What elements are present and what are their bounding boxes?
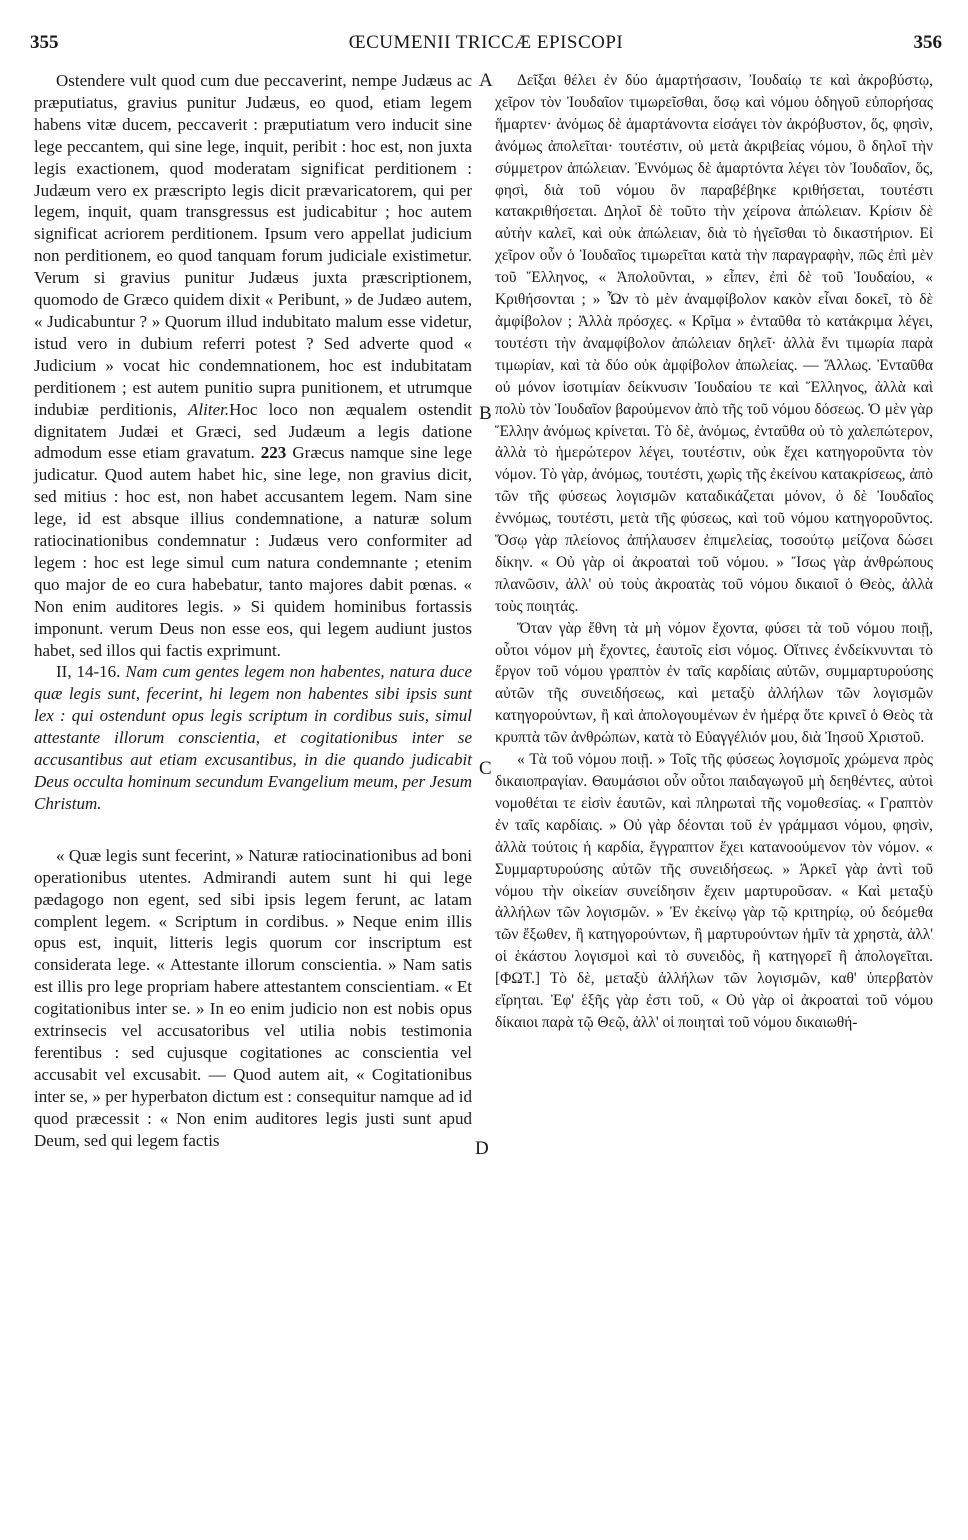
page-header <box>30 32 942 58</box>
left-page-number: 355 <box>30 32 59 53</box>
verse-reference: II, 14-16. <box>56 662 121 682</box>
greek-paragraph-3: « Τὰ τοῦ νόμου ποιῇ. » Τοῖς τῆς φύσεως λογισμοῖς χρώμενα πρὸς δικαιοπραγίαν. Θαυμάσιοι οὖν οὗτοι παιδαγωγοῦ μὴ δεηθέντες, αὐτοὶ νομοθέται τε εἰσὶν ἑαυτῶν, καὶ πληρωταὶ τῆς νομοθεσίας. « Γραπτὸν ἐν ταῖς καρδίαις. » Οὐ γὰρ δέονται τοῦ ἐν γράμμασι νόμου, φησὶν, ἀλλὰ τούτοις ἡ καρδία, ἔγγραπτον ἔχει κατανοούμενον τὸν νόμον. « Συμμαρτυρούσης αὐτῶν τῆς συνειδήσεως. » Ἀρκεῖ γὰρ ἀντὶ τοῦ νόμου τὴν οἰκείαν συνείδησιν ἔχειν μαρτυροῦσαν. « Καὶ μεταξὺ ἀλλήλων τῶν λογισμῶν. » Ἐν ἐκείνῳ γὰρ τῷ κριτηρίῳ, οὐ δεόμεθα τῶν ἔξωθεν, ἢ κατηγορούντων, ἢ μαρτυρούντων ἡμῖν τὰ χρηστὰ, ἀλλ' οἱ ἑκάστου λογισμοὶ καὶ τὸ συνειδὸς, ἢ κατηγορεῖ ἢ ἀπολογεῖται. [ΦΩΤ.] Τὸ δὲ, μεταξὺ ἀλλήλων τῶν λογισμῶν, καθ' ὑπερβατὸν εἴρηται. Ἐφ' ἑξῆς γὰρ ἐστι τοῦ, « Οὐ γὰρ οἱ ἀκροαταὶ τοῦ νόμου δίκαιοι παρὰ τῷ Θεῷ, ἀλλ' οἱ ποιηταὶ τοῦ νόμου δικαιωθή- <box>495 751 933 1031</box>
greek-verse-paragraph: Ὅταν γὰρ ἔθνη τὰ μὴ νόμον ἔχοντα, φύσει τὰ τοῦ νόμου ποιῇ, οὗτοι νόμον μὴ ἔχοντες, ἑαυτοῖς εἰσι νόμος. Οἵτινες ἐνδείκνυνται τὸ ἔργον τοῦ νόμου γραπτὸν ἐν ταῖς καρδίαις αὐτῶν, συμμαρτυρούσης αὐτῶν τῆς συνειδήσεως, καὶ μεταξὺ ἀλλήλων τῶν λογισμῶν κατηγορούντων, ἢ καὶ ἀπολογουμένων ἐν ἡμέρᾳ ὅτε κρινεῖ ὁ Θεὸς τὰ κρυπτὰ τῶν ἀνθρώπων, κατὰ τὸ Εὐαγγέλιόν μου, διὰ Ἰησοῦ Χριστοῦ. <box>495 619 933 747</box>
margin-letter-c: C <box>479 758 492 779</box>
aliter-label: Aliter. <box>188 399 230 419</box>
latin-column <box>34 70 472 1152</box>
latin-paragraph-3: « Quæ legis sunt fecerint, » Naturæ ratiocinationibus ad boni operationibus utentes. Admirandi autem sunt hi qui lege pædagogo non egent, sed sibi ipsis legem ferunt, ac latam complent legem. « Scriptum in cordibus. » Neque enim illis opus est, inquit, litteris legis quorum cor inscriptum est considerata lege. « Attestante illorum conscientia. » Nam satis est illis pro lege propriam habere attestantem conscientiam. « Et cogitationibus inter se. » In eo enim judicio non est nobis opus extrinsecis vel accusatoribus vel utilia nobis testimonia ferentibus : sed cujusque cogitationes ac conscientia vel accusabit vel excusabit. — Quod autem ait, « Cogitationibus inter se, » per hyperbaton dictum est : consequitur namque ad id quod præcessit : « Non enim auditores legis justi sunt apud Deum, sed qui legem factis <box>34 845 472 1150</box>
greek-column <box>495 70 933 1034</box>
right-page-number: 356 <box>913 32 942 53</box>
margin-letter-d: D <box>475 1138 489 1159</box>
greek-paragraph-1: Δεῖξαι θέλει ἐν δύο ἁμαρτήσασιν, Ἰουδαίῳ τε καὶ ἀκροβύστῳ, χεῖρον τὸν Ἰουδαῖον τιμωρεῖσθαι, ὅσῳ καὶ νόμου ὁδηγοῦ εὐπορήσας ἥμαρτεν· ἀνόμως δὲ ἁμαρτάνοντα εἰσάγει τὸν ἀκρόβυστον, ὅς, φησὶν, ἀνόμως ἀπολεῖται· τουτέστιν, οὐ μετὰ ἀκριβείας νόμου, ὃ δηλοῖ τὴν σύμμετρον ἀπώλειαν. Ἐννόμως δὲ ἁμαρτόντα λέγει τὸν Ἰουδαῖον, ὅς, φησὶ, διὰ τοῦ νόμου ὃν παραβέβηκε κριθήσεται, τουτέστι κατακριθήσεται. Δηλοῖ δὲ τοῦτο τὴν χείρονα ἀπώλειαν. Κρίσιν δὲ αὐτὴν καλεῖ, καὶ οὐκ ἀπώλειαν, διὰ τὸ ἡγεῖσθαι τὸ δικαστήριον. Εἰ χεῖρον οὖν ὁ Ἰουδαῖος τιμωρεῖται κατὰ τὴν παραγραφὴν, πῶς ἐπὶ μὲν τοῦ Ἕλληνος, « Ἀπολοῦνται, » εἶπεν, ἐπὶ δὲ τοῦ Ἰουδαίου, « Κριθήσονται ; » Ὧν τὸ μὲν ἀναμφίβολον κακὸν εἶναι δοκεῖ, τὸ δὲ ἀμφίβολον ; Ἀλλὰ πρόσχες. « Κρῖμα » ἐνταῦθα τὸ κατάκριμα λέγει, τουτέστι τὴν ἀναμφίβολον ἀπώλειαν δηλεῖ· ἀλλὰ ἔνι τιμωρία παρὰ τιμωρίαν, καὶ τὰ δύο οὐκ ἀμφίβολον ἀπωλείας. — Ἄλλως. Ἐνταῦθα οὐ μόνον ἰσοτιμίαν δείκνυσιν Ἰουδαίου τε καὶ Ἕλληνος, ἀλλὰ καὶ πολὺ τὸν Ἰουδαῖον βαρούμενον ἀπὸ τῆς τοῦ νόμου δόσεως. Ὁ μὲν γὰρ Ἕλλην ἀνόμως κρίνεται. Τὸ δὲ, ἀνόμως, ἐνταῦθα οὐ τὸ χαλεπώτερον, ἀλλὰ τὸ ἡμερώτερον λέγει, τουτέστιν, οὐκ ἔχει κατηγοροῦντα τὸν νόμον. Τὸ γὰρ, ἀνόμως, τουτέστι, χωρὶς τῆς ἐκείνου κατακρίσεως, ἀπὸ τῶν τῆς φύσεως λογισμῶν καταδικάζεται μόνον, ὁ δὲ Ἰουδαῖος ἐννόμως, τουτέστι, μετὰ τῆς φύσεως, καὶ τοῦ νόμου κατηγοροῦντος. Ὅσῳ γὰρ πλείονος ἀπήλαυσεν ἐπιμελείας, τοσούτῳ μείζονα δώσει δίκην. « Οὐ γὰρ οἱ ἀκροαταὶ τοῦ νόμου. » Ἴσως γὰρ ἀνθρώπους πλανῶσιν, ἀλλ' οὐ τοὺς ἀκροατὰς τοῦ νόμου δικαιοῖ ὁ Θεὸς, ἀλλὰ τοὺς ποιητάς. <box>495 72 933 615</box>
margin-letter-b: B <box>479 403 492 424</box>
column-marker-number: 223 <box>260 443 287 463</box>
margin-letter-a: A <box>479 70 493 91</box>
latin-verse-paragraph <box>34 661 472 814</box>
running-title: ŒCUMENII TRICCÆ EPISCOPI <box>348 32 624 53</box>
latin-paragraph-1: Ostendere vult quod cum due peccaverint, nempe Judæus ac præputiatus, gravius punitur Judæus, eo quod, etiam legem habens vitæ ducem, peccaverit : præputiatum vero inducit sine lege peccantem, qui sine lege, inquit, peribit : hoc est, non juxta legis exactionem, quod moderatam significat perditionem : Judæum vero ex præscripto legis dicit prævaricatorem, qui per legem, inquit, quam transgressus est judicabitur ; hoc autem significat acriorem perditionem. Ipsum vero appellat judicium non perditionem, eo quod tanquam forum judiciale existimetur. Verum si gravius punitur Judæus juxta præscriptionem, quomodo de Græco quidem dixit « Peribunt, » de Judæo autem, « Judicabuntur ? » Quorum illud indubitato malum esse videtur, istud vero in dubium referri potest ? Sed adverte quod « Judicium » vocat hic condemnationem, hoc est indubitatam perditionem ; est autem punitio supra punitionem, et utrumque indubiæ perditionis, Aliter.Hoc loco non æqualem ostendit dignitatem Judæi et Græci, sed Judæum a legis datione admodum esse etiam gravatum. 223 Græcus namque sine lege judicatur. Quod autem habet hic, sine lege, non gravius dicit, sed mitius : hoc est, non habet accusantem legem. Nam sine lege, id est absque illius condemnatione, a naturæ solum ratiocinationibus condemnatur : Judæus vero conformiter ad legem : hoc est lege simul cum natura condemnante ; etenim quo major de eo cura habebatur, tanto majores dabit pœnas. « Non enim auditores legis. » Si quidem hominibus fortassis imponunt. verum Deus non esse eos, qui legem audiunt justos habet, sed illos qui factis exprimunt. <box>34 71 473 660</box>
verse-text: Nam cum gentes legem non habentes, natura duce quæ legis sunt, fecerint, hi legem non habentes sibi ipsis sunt lex : qui ostendunt opus legis scriptum in cordibus suis, simul attestante illorum conscientia, et cogitationibus inter se accusantibus aut etiam excusantibus, in die quando judicabit Deus occulta hominum secundum Evangelium meum, per Jesum Christum. <box>34 662 472 813</box>
